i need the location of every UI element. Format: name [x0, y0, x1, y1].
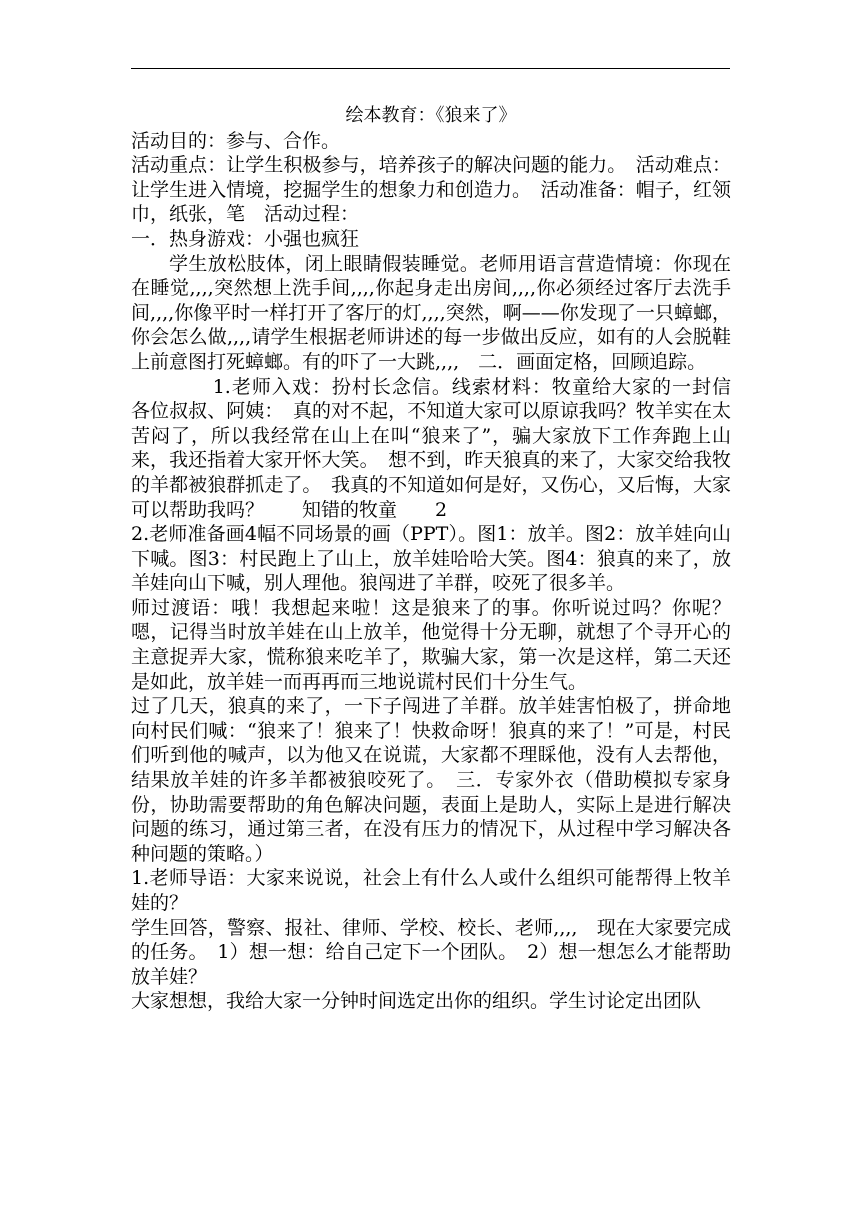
paragraph-warmup: 学生放松肢体，闭上眼睛假装睡觉。老师用语言营造情境：你现在在睡觉,,,,突然想上洗手间,,,,你起身走出房间,,,,你必须经过客厅去洗手间,,,,你像平时一样打开了客厅的灯,,,,突然，啊——你发现了一只蟑螂，你会怎么做,,,,请学生根据老师讲述的每一步做出反应，如有的人会脱鞋上前意图打死蟑螂。有的吓了一大跳,,,, 二．画面定格，回顾追踪。: [131, 252, 731, 373]
paragraph-group-selection: 大家想想，我给大家一分钟时间选定出你的组织。学生讨论定出团队: [131, 990, 702, 1013]
paragraph-transition: 师过渡语：哦！我想起来啦！这是狼来了的事。你听说过吗？你呢？嗯，记得当时放羊娃在山上放羊，他觉得十分无聊，就想了个寻开心的主意捉弄大家，慌称狼来吃羊了，欺骗大家，第一次是这样，第二天还是如此，放羊娃一而再再而三地说谎村民们十分生气。: [131, 596, 731, 693]
paragraph-story: 过了几天，狼真的来了，一下子闯进了羊群。放羊娃害怕极了，拼命地向村民们喊：“狼来了！狼来了！快救命呀！狼真的来了！”可是，村民们听到他的喊声，以为他又在说谎，大家都不理睬他，没有人去帮他，结果放羊娃的许多羊都被狼咬死了。 三．专家外衣（借助模拟专家身份，协助需要帮助的角色解决问题，表面上是助人，实际上是进行解决问题的练习，通过第三者，在没有压力的情况下，从过程中学习解决各种问题的策略。）: [131, 695, 731, 865]
paragraph-teacher-prompt: 1.老师导语：大家来说说，社会上有什么人或什么组织可能帮得上牧羊娃的？: [131, 867, 731, 914]
paragraph-focus: 活动重点：让学生积极参与，培养孩子的解决问题的能力。 活动难点：让学生进入情境，挖掘学生的想象力和创造力。 活动准备：帽子，红领巾，纸张，笔 活动过程：: [131, 154, 731, 226]
header-rule: [131, 68, 730, 69]
paragraph-student-answers: 学生回答，警察、报社、律师、学校、校长、老师,,,, 现在大家要完成的任务。 1）想一想：给自己定下一个团队。 2）想一想怎么才能帮助放羊娃？: [131, 916, 731, 988]
paragraph-warmup-heading: 一．热身游戏：小强也疯狂: [131, 227, 360, 250]
document-body: [131, 104, 751, 1014]
paragraph-letter: 1.老师入戏：扮村长念信。线索材料：牧童给大家的一封信 各位叔叔、阿姨： 真的对不起，不知道大家可以原谅我吗？牧羊实在太苦闷了，所以我经常在山上在叫“狼来了”，骗大家放下工作奔跑上山来，我还指着大家开怀大笑。 想不到，昨天狼真的来了，大家交给我牧的羊都被狼群抓走了。 我真的不知道如何是好，又伤心，又后悔，大家可以帮助我吗？ 知错的牧童 2: [131, 375, 751, 521]
document-title: 绘本教育：《狼来了》: [345, 105, 517, 126]
paragraph-pictures: 2.老师准备画4幅不同场景的画（PPT）。图1：放羊。图2：放羊娃向山下喊。图3：村民跑上了山上，放羊娃哈哈大笑。图4：狼真的来了，放羊娃向山下喊，别人理他。狼闯进了羊群，咬死了很多羊。: [131, 523, 731, 595]
paragraph-goal: 活动目的：参与、合作。: [131, 129, 341, 152]
